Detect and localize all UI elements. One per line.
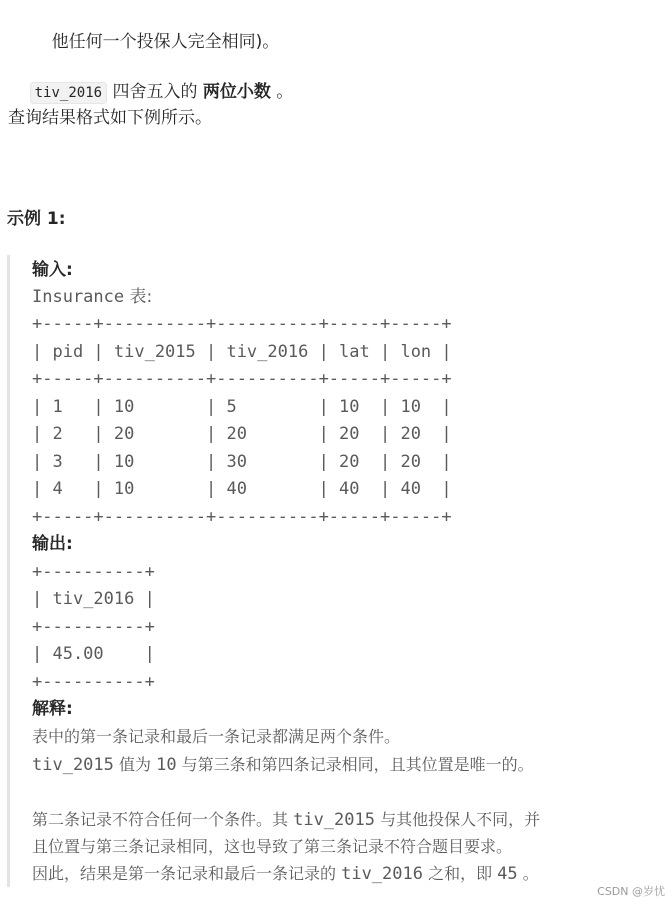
output-table-border-bottom: +----------+ — [32, 671, 155, 692]
explanation-label: 解释: — [32, 699, 73, 719]
table-caption: Insurance 表: — [32, 287, 153, 307]
format-line: 查询结果格式如下例所示。 — [8, 108, 212, 128]
output-label: 输出: — [32, 534, 73, 554]
intro-line-1: 他任何一个投保人完全相同)。 — [51, 32, 280, 52]
input-label: 输入: — [32, 260, 73, 280]
example-title: 示例 1: — [7, 209, 66, 229]
csdn-watermark: CSDN @岁忧 — [597, 885, 665, 898]
output-table-border-mid: +----------+ — [32, 616, 155, 637]
bold-two-decimal: 两位小数 — [202, 82, 271, 102]
table-row: | 45.00 | — [32, 644, 155, 664]
input-table-border-bottom: +-----+----------+----------+-----+-----+ — [32, 506, 452, 527]
explanation-line-5: 因此，结果是第一条记录和最后一条记录的 tiv_2016 之和，即 45 。 — [32, 864, 539, 884]
table-row: | 2 | 20 | 20 | 20 | 20 | — [32, 424, 452, 444]
example-block — [7, 255, 671, 887]
explanation-line-3: 第二条记录不符合任何一个条件。其 tiv_2015 与其他投保人不同，并 — [32, 810, 541, 830]
explanation-line-4: 且位置与第三条记录相同，这也导致了第三条记录不符合题目要求。 — [32, 837, 513, 856]
table-row: | 4 | 10 | 40 | 40 | 40 | — [32, 479, 452, 499]
inline-code-tiv-2016: tiv_2016 — [30, 82, 107, 104]
output-table-header: | tiv_2016 | — [32, 589, 155, 609]
rounding-line: tiv_2016 四舍五入的 两位小数 。 — [8, 56, 293, 129]
input-table-border-mid: +-----+----------+----------+-----+-----+ — [32, 369, 452, 389]
output-table-border-top: +----------+ — [32, 561, 155, 582]
table-row: | 3 | 10 | 30 | 20 | 20 | — [32, 451, 452, 472]
explanation-line-1: 表中的第一条记录和最后一条记录都满足两个条件。 — [32, 727, 401, 746]
table-row: | 1 | 10 | 5 | 10 | 10 | — [32, 396, 452, 417]
input-table-header: | pid | tiv_2015 | tiv_2016 | lat | lon | — [32, 341, 452, 362]
explanation-line-2: tiv_2015 值为 10 与第三条和第四条记录相同，且其位置是唯一的。 — [32, 755, 534, 775]
input-table-border-top: +-----+----------+----------+-----+-----+ — [32, 314, 452, 334]
